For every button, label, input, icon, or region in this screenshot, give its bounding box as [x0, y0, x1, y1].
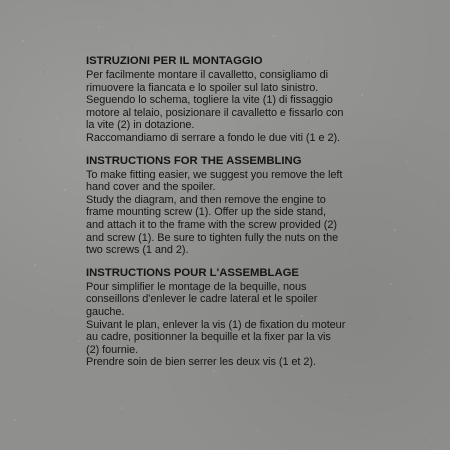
italian-line-5: la vite (2) in dotazione. — [86, 119, 195, 132]
french-line-6: (2) fournie. — [86, 343, 139, 356]
french-line-2: conseillons d'enlever le cadre lateral et le spoiler — [86, 293, 318, 306]
english-line-2: hand cover and the spoiler. — [86, 181, 216, 194]
english-line-7: two screws (1 and 2). — [86, 244, 189, 257]
italian-line-1: Per facilmente montare il cavalletto, consigliamo di — [86, 69, 328, 81]
french-line-5: au cadre, positionner la bequille et la fixer par la vis — [86, 331, 331, 344]
english-line-4: frame mounting screw (1). Offer up the side stand, — [86, 206, 327, 219]
english-heading: INSTRUCTIONS FOR THE ASSEMBLING — [86, 154, 302, 167]
italian-line-6: Raccomandiamo di serrare a fondo le due viti (1 e 2). — [86, 131, 341, 144]
italian-line-2: rimuovere la fiancata e lo spoiler sul lato sinistro. — [86, 81, 319, 94]
french-heading: INSTRUCTIONS POUR L'ASSEMBLAGE — [86, 266, 299, 279]
english-line-5: and attach it to the frame with the screw provided (2) — [86, 218, 337, 231]
english-line-3: Study the diagram, and then remove the engine to — [86, 193, 326, 206]
french-section — [86, 267, 376, 369]
italian-section — [86, 55, 376, 145]
english-line-6: and screw (1). Be sure to tighten fully the nuts on the — [86, 231, 339, 244]
italian-heading: ISTRUZIONI PER IL MONTAGGIO — [86, 55, 263, 67]
french-line-4: Suivant le plan, enlever la vis (1) de fixation du moteur — [86, 318, 346, 331]
french-line-3: gauche. — [86, 305, 125, 318]
english-line-1: To make fitting easier, we suggest you remove the left — [86, 168, 343, 181]
italian-line-4: motore al telaio, posizionare il cavalletto e fissarlo con — [86, 106, 344, 119]
instructions-text — [86, 55, 376, 369]
french-line-7: Prendre soin de bien serrer les deux vis (1 et 2). — [86, 356, 316, 369]
italian-line-3: Seguendo lo schema, togliere la vite (1) di fissaggio — [86, 94, 333, 107]
english-section — [86, 155, 376, 257]
french-line-1: Pour simplifier le montage de la bequille, nous — [86, 280, 307, 293]
